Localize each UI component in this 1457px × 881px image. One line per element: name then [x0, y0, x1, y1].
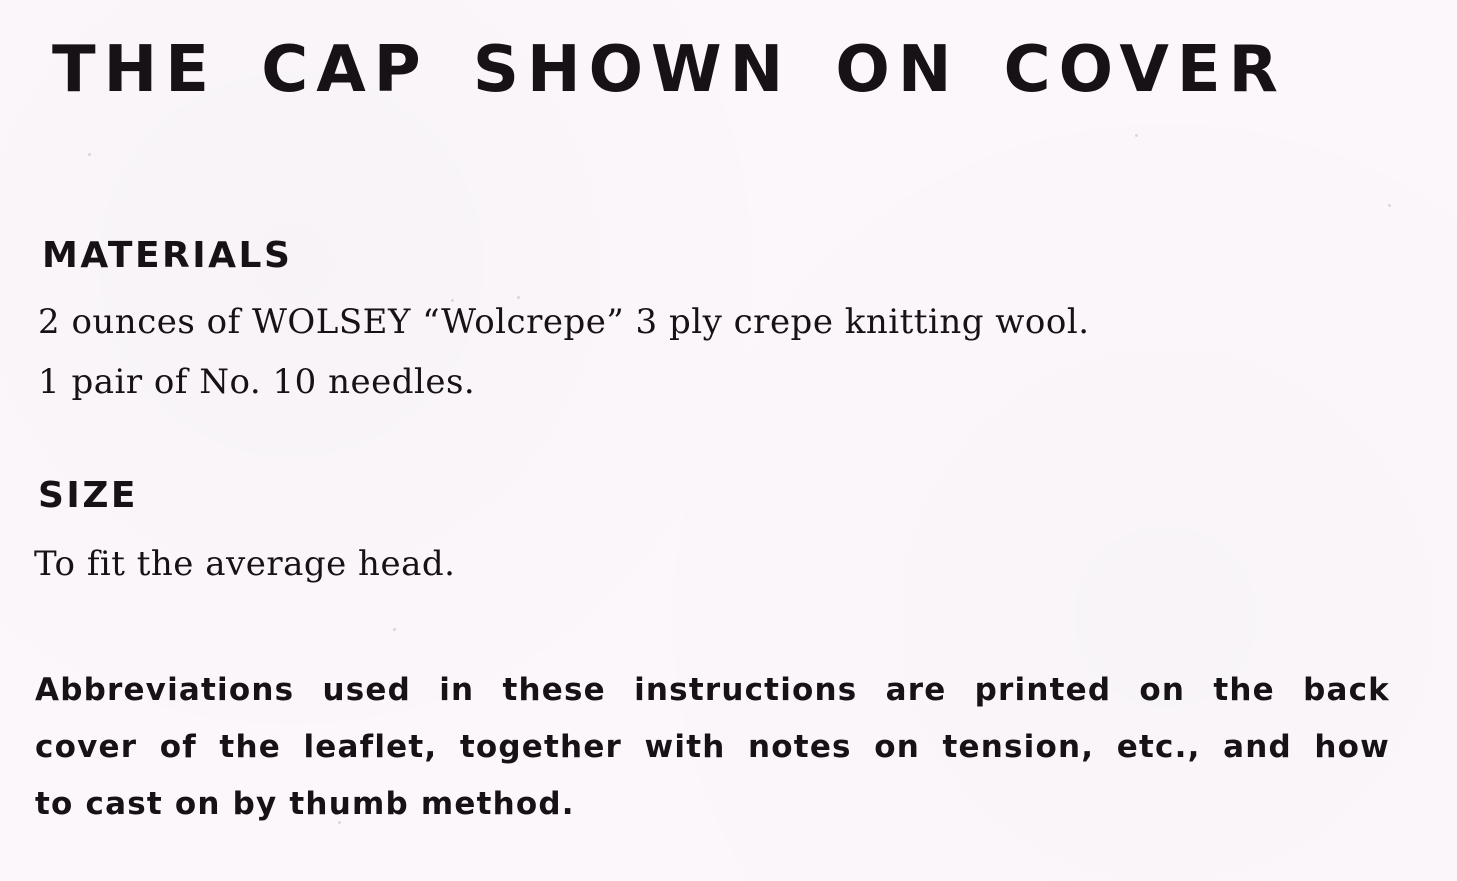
size-heading: SIZE: [38, 475, 139, 516]
materials-line-1: 2 ounces of WOLSEY “Wolcrepe” 3 ply crepe knitting wool.: [38, 302, 1090, 342]
materials-line-2: 1 pair of No. 10 needles.: [38, 362, 476, 402]
paper-speck: [1388, 204, 1391, 207]
abbreviations-paragraph: [35, 662, 1390, 833]
paper-speck: [1135, 134, 1138, 137]
size-line-1: To fit the average head.: [34, 544, 456, 584]
paper-speck: [393, 628, 396, 631]
paper-speck: [88, 153, 91, 156]
paper-speck: [338, 821, 341, 824]
abbreviations-line-2: cover of the leaflet, together with notes on tension, etc., and how: [35, 729, 1390, 765]
abbreviations-line-3: to cast on by thumb method.: [35, 786, 575, 822]
paper-speck: [451, 299, 454, 302]
materials-heading: MATERIALS: [42, 235, 293, 276]
paper-speck: [517, 296, 520, 299]
page-title: THE CAP SHOWN ON COVER: [52, 33, 1286, 107]
abbreviations-line-1: Abbreviations used in these instructions are printed on the back: [35, 672, 1390, 708]
